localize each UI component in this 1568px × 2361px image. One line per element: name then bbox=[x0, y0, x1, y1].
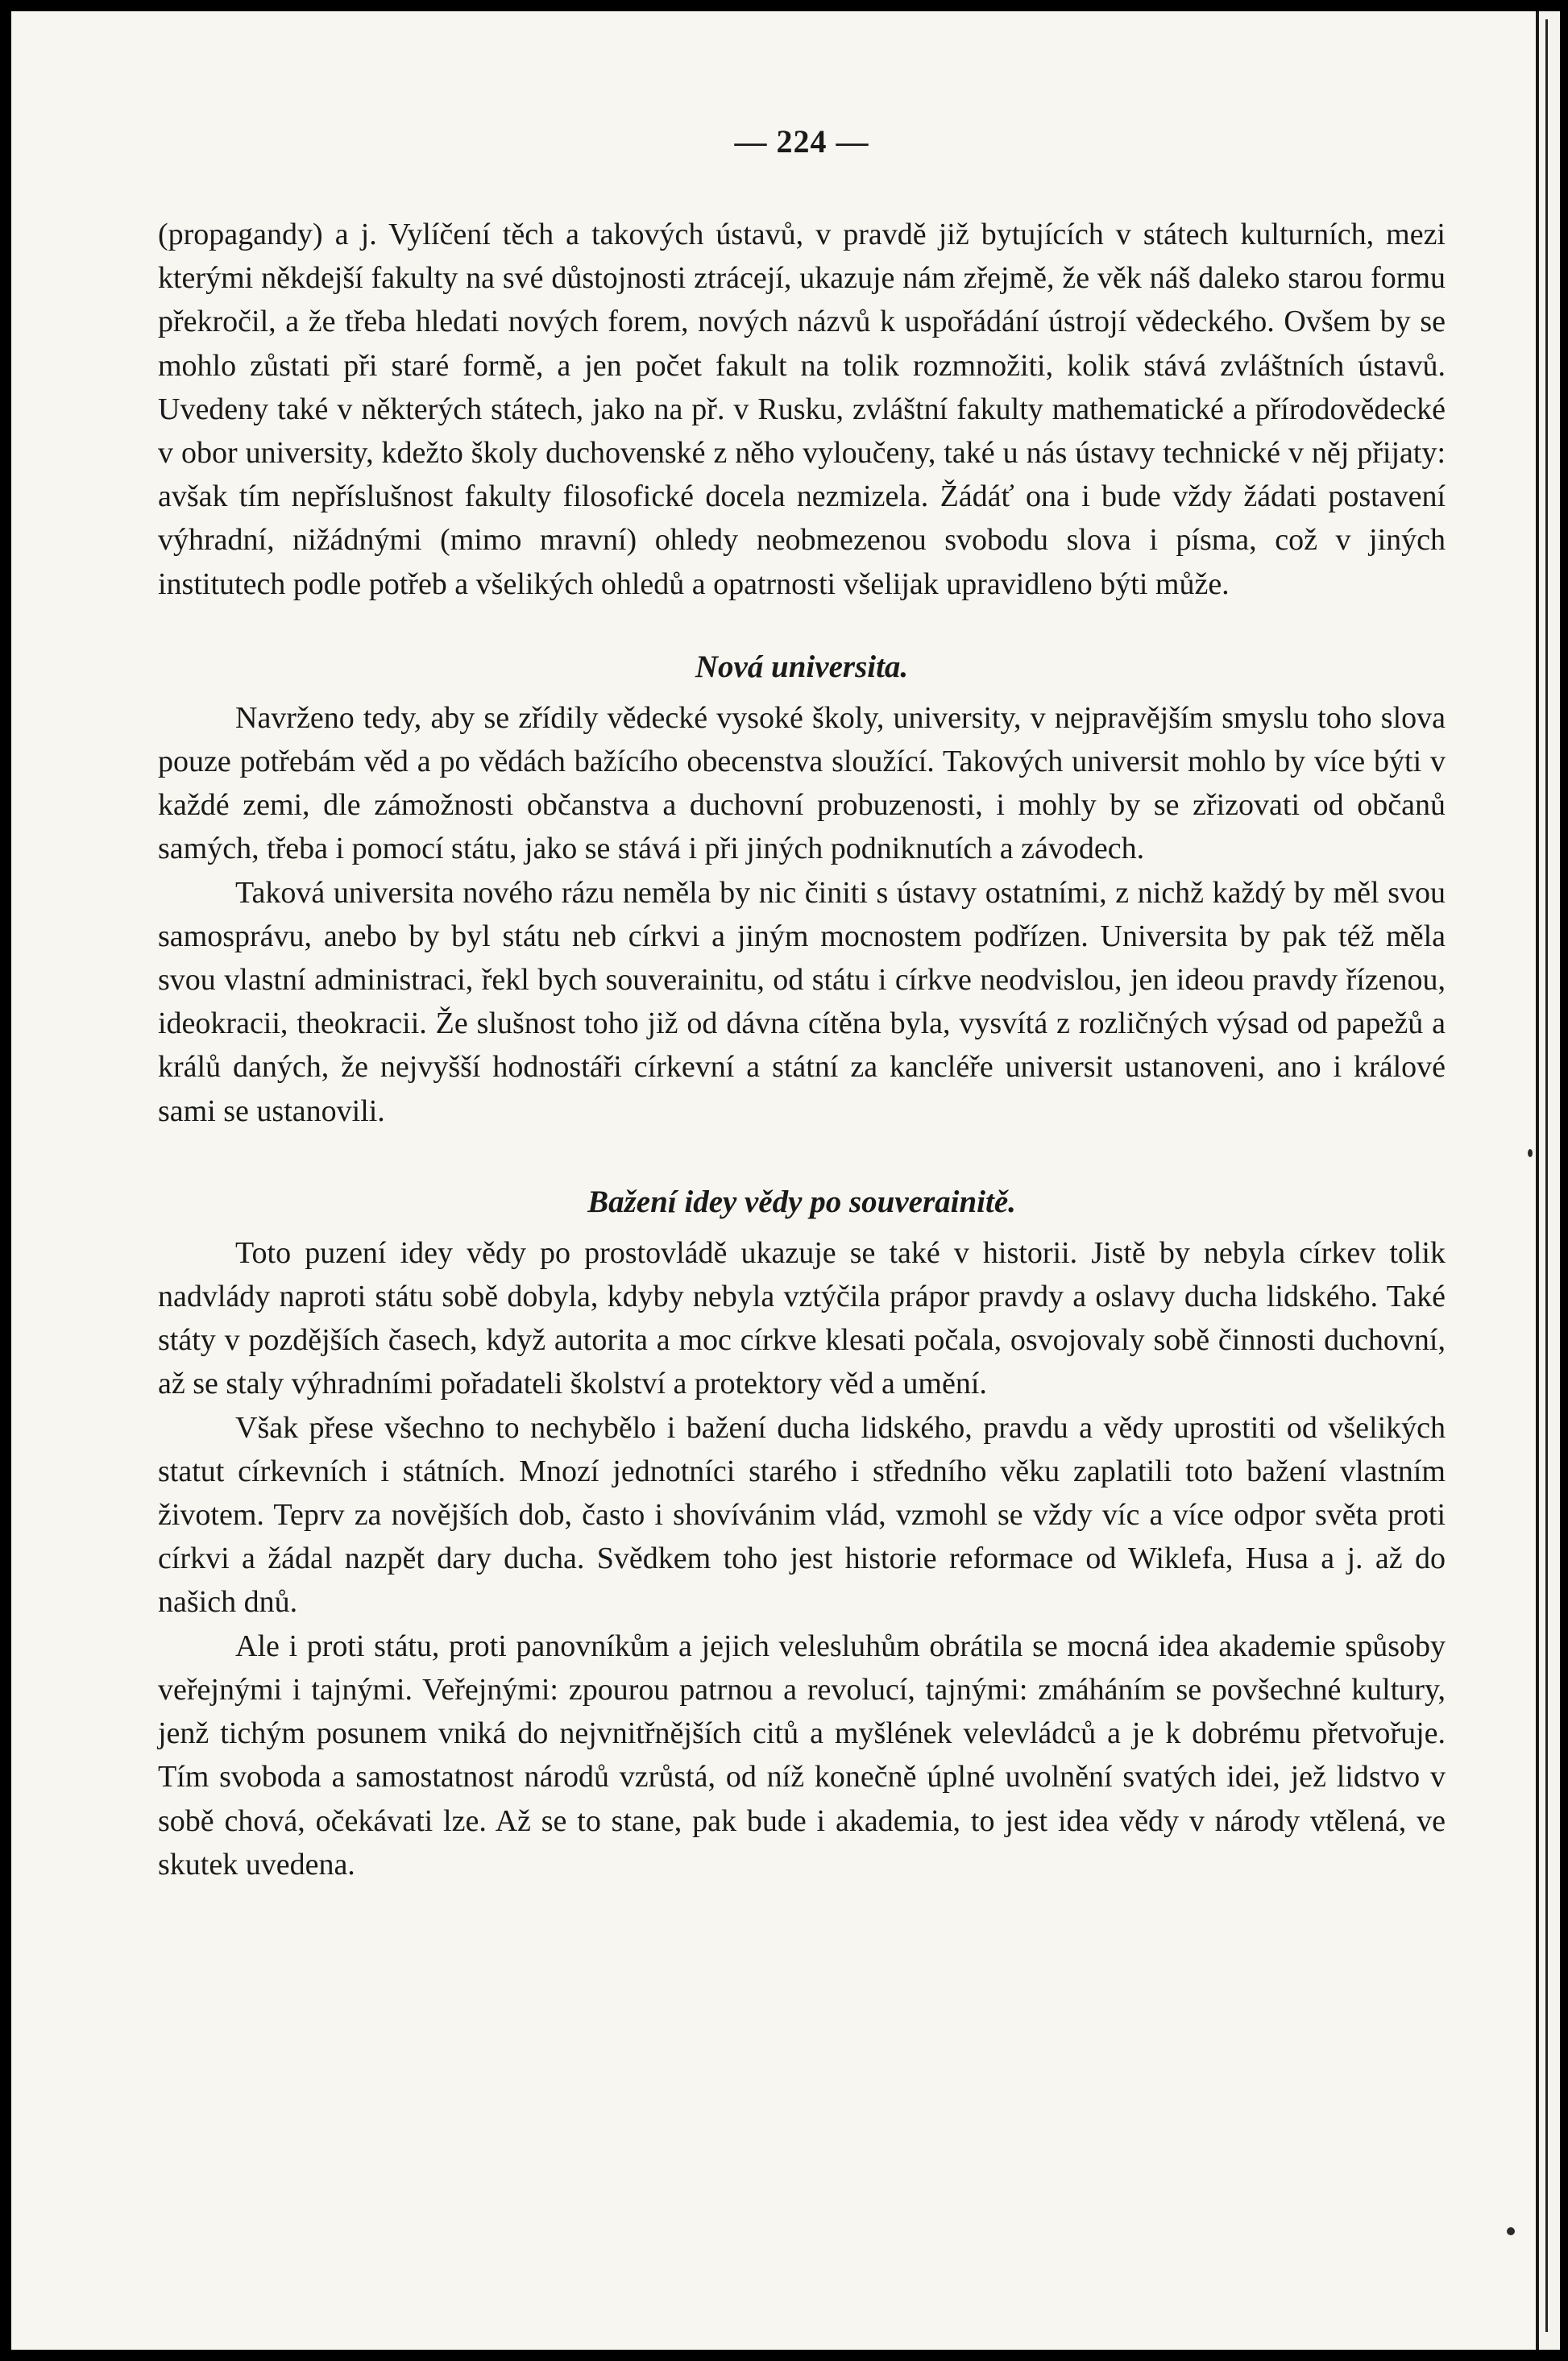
page-number: — 224 — bbox=[734, 123, 869, 160]
paragraph: Navrženo tedy, aby se zřídily vědecké vysoké školy, university, v nejpravějším smyslu toho slova pouze potřebám věd a po vědách bažícího obecenstva sloužící. Takových universit mohlo by více býti v každé zemi, dle zámožnosti občanstva a duchovní probuzenosti, i mohly by se zřizovati od občanů samých, třeba i pomocí státu, jako se stává i při jiných podniknutích a závodech. bbox=[158, 700, 1446, 866]
section-heading-bazeni-idey: Bažení idey vědy po souverainitě. bbox=[587, 1184, 1016, 1219]
print-speck bbox=[1528, 1149, 1533, 1157]
scan-edge bbox=[1536, 11, 1560, 2350]
print-speck bbox=[1507, 2227, 1515, 2235]
paragraph: Toto puzení idey vědy po prostovládě ukazuje se také v historii. Jistě by nebyla církev tolik nadvlády naproti státu sobě dobyla, kdyby nebyla vztýčila prápor pravdy a oslavy ducha lidského. Také státy v pozdějších časech, když autorita a moc církve klesati počala, osvojovaly sobě činnosti duchovní, až se staly výhradními pořadateli školství a protektory věd a umění. bbox=[158, 1235, 1446, 1401]
paragraph: Ale i proti státu, proti panovníkům a jejich velesluhům obrátila se mocná idea akademie spůsoby veřejnými i tajnými. Veřejnými: zpourou patrnou a revolucí, tajnými: zmáháním se povšechné kultury, jenž tichým posunem vniká do nejvnitřnějších citů a myšlének velevládců a je k dobrému přetvořuje. Tím svoboda a samostatnost národů vzrůstá, od níž konečně úplné uvolnění svatých idei, jež lidstvo v sobě chová, očekávati lze. Až se to stane, pak bude i akademia, to jest idea vědy v národy vtělená, ve skutek uvedena. bbox=[158, 1629, 1446, 1882]
paragraph: Taková universita nového rázu neměla by nic činiti s ústavy ostatními, z nichž každý by měl svou samosprávu, anebo by byl státu neb církvi a jiným mocnostem podřízen. Universita by pak též měla svou vlastní administraci, řekl bych souverainitu, od státu i církve neodvislou, jen ideou pravdy řízenou, ideokracii, theokracii. Že slušnost toho již od dávna cítěna byla, vysvítá z rozličných výsad od papežů a králů daných, že nejvyšší hodnostáři církevní a státní za kancléře universit ustanoveni, ano i králové sami se ustanovili. bbox=[158, 875, 1446, 1128]
paragraph: Však přese všechno to nechybělo i bažení ducha lidského, pravdu a vědy uprostiti od všelikých statut církevních i státních. Mnozí jednotníci starého i středního věku zaplatili toto bažení vlastním životem. Teprv za novějších dob, často i shovívánim vlád, vzmohl se vždy víc a více odpor světa proti církvi a žádal nazpět dary ducha. Svědkem toho jest historie reformace od Wiklefa, Husa a j. až do našich dnů. bbox=[158, 1410, 1446, 1620]
scan-edge-line bbox=[1545, 19, 1548, 2332]
text-column bbox=[158, 106, 1446, 1886]
section-heading-nova-universita: Nová universita. bbox=[695, 649, 909, 684]
intro-paragraph: (propagandy) a j. Vylíčení těch a takových ústavů, v pravdě již bytujících v státech kulturních, mezi kterými někdejší fakulty na své důstojnosti ztrácejí, ukazuje nám zřejmě, že věk náš daleko starou formu překročil, a že třeba hledati nových forem, nových názvů k uspořádání ústrojí vědeckého. Ovšem by se mohlo zůstati při staré formě, a jen počet fakult na tolik rozmnožiti, kolik stává zvláštních ústavů. Uvedeny také v některých státech, jako na př. v Rusku, zvláštní fakulty mathematické a přírodovědecké v obor university, kdežto školy duchovenské z něho vyloučeny, také u nás ústavy technické v něj přijaty: avšak tím nepříslušnost fakulty filosofické docela nezmizela. Žádáť ona i bude vždy žádati postavení výhradní, nižádnými (mimo mravní) ohledy neobmezenou svobodu slova i písma, což v jiných institutech podle potřeb a všelikých ohledů a opatrnosti všelijak upravidleno býti může. bbox=[158, 218, 1446, 601]
book-page bbox=[11, 11, 1536, 2350]
